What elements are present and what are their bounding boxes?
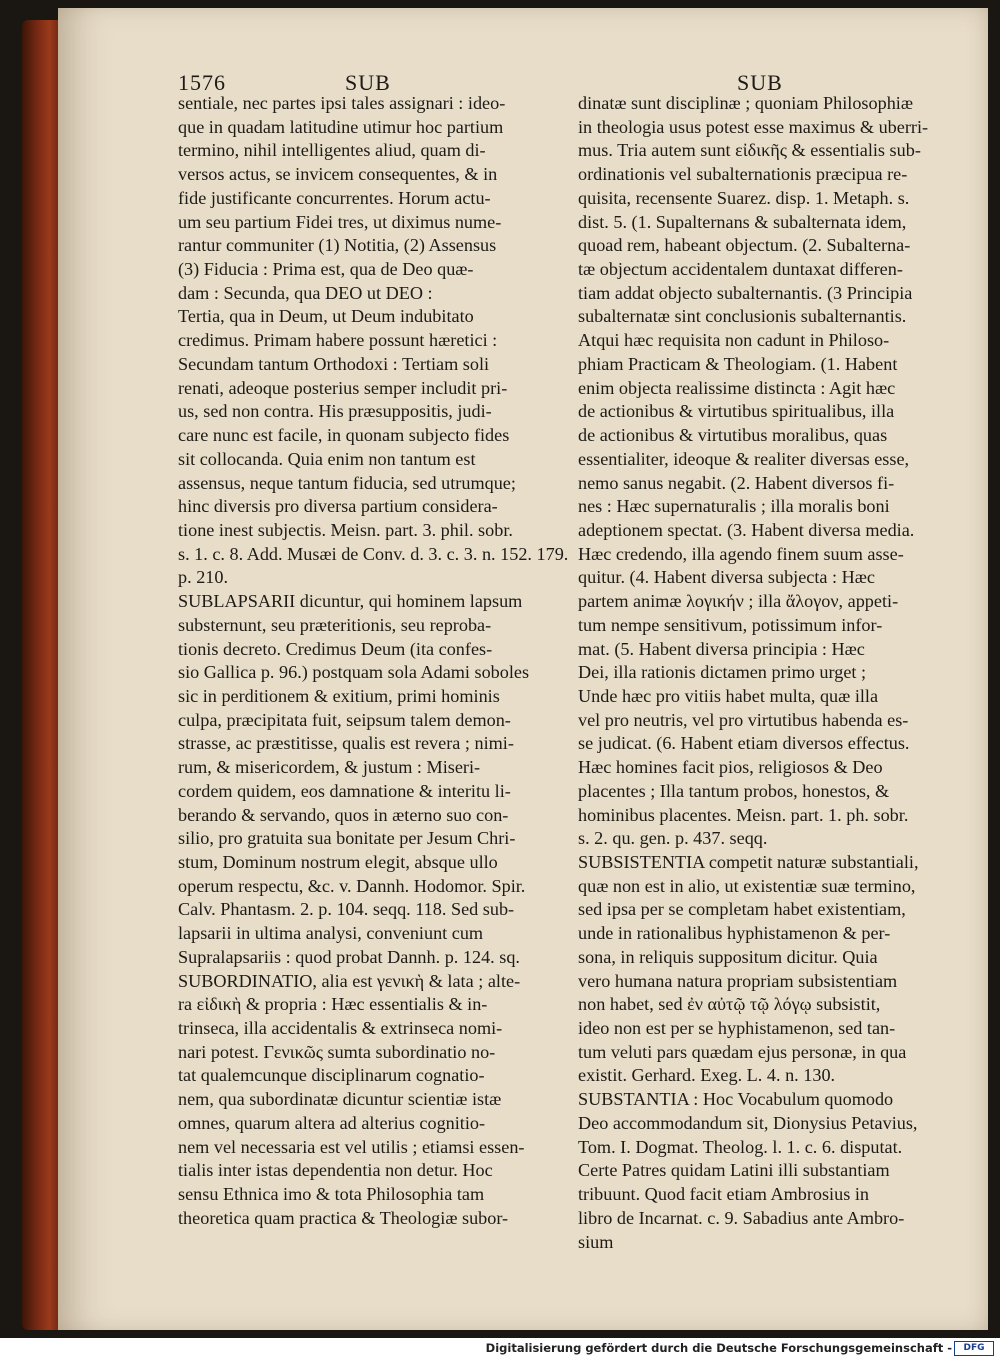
text-line: cordem quidem, eos damnatione & interitu li- xyxy=(178,780,511,801)
text-line: Certe Patres quidam Latini illi substantiam xyxy=(578,1160,890,1181)
text-line: nem vel necessaria est vel utilis ; etiamsi essen- xyxy=(178,1136,525,1157)
text-line: sed ipsa per se completam habet existentiam, xyxy=(578,899,906,920)
text-line: nari potest. Γενικῶς sumta subordinatio no- xyxy=(178,1041,496,1062)
text-line: sensu Ethnica imo & tota Philosophia tam xyxy=(178,1184,485,1205)
text-line: assensus, neque tantum fiducia, sed utrumque; xyxy=(178,472,516,493)
text-line: SUBLAPSARII dicuntur, qui hominem lapsum xyxy=(178,591,523,612)
text-line: tat qualemcunque disciplinarum cognatio- xyxy=(178,1065,485,1086)
text-line: culpa, præcipitata fuit, seipsum talem demon- xyxy=(178,709,511,730)
text-line: se judicat. (6. Habent etiam diversos effectus. xyxy=(578,733,910,754)
text-line: credimus. Primam habere possunt hæretici : xyxy=(178,330,498,351)
text-line: enim objecta realissime distincta : Agit hæc xyxy=(578,377,896,398)
text-line: ordinationis vel subalternationis præcipua re- xyxy=(578,164,908,185)
text-line: essentialiter, ideoque & realiter diversas esse, xyxy=(578,448,910,469)
text-line: SUBORDINATIO, alia est γενικὴ & lata ; alte- xyxy=(178,970,521,991)
text-line: phiam Practicam & Theologiam. (1. Habent xyxy=(578,353,898,374)
text-line: us, sed non contra. His præsuppositis, judi- xyxy=(178,401,492,422)
text-line: p. 210. xyxy=(178,567,229,588)
text-line: ideo non est per se hyphistamenon, sed tan- xyxy=(578,1018,896,1039)
text-line: tribuunt. Quod facit etiam Ambrosius in xyxy=(578,1184,869,1205)
text-line: tæ objectum accidentalem duntaxat differen- xyxy=(578,259,903,280)
text-line: sentiale, nec partes ipsi tales assignari : ideo- xyxy=(178,93,506,113)
text-line: nem, qua subordinatæ dicuntur scientiæ istæ xyxy=(178,1089,502,1110)
text-line: quitur. (4. Habent diversa subjecta : Hæc xyxy=(578,567,875,588)
left-text-column xyxy=(178,92,570,1231)
text-line: existit. Gerhard. Exeg. L. 4. n. 130. xyxy=(578,1065,836,1086)
text-line: ra εἰδικὴ & propria : Hæc essentialis & in- xyxy=(178,994,488,1015)
right-running-head: SUB xyxy=(737,70,783,95)
text-line: mat. (5. Habent diversa principia : Hæc xyxy=(578,638,865,659)
text-line: s. 1. c. 8. Add. Musæi de Conv. d. 3. c. 3. n. 152. 179. xyxy=(178,543,569,564)
text-line: subalternatæ sint conclusionis subalternantis. xyxy=(578,306,907,327)
text-line: tum nempe sensitivum, potissimum infor- xyxy=(578,614,883,635)
text-line: quisita, recensente Suarez. disp. 1. Metaph. s. xyxy=(578,187,910,208)
text-line: termino, nihil intelligentes aliud, quam di- xyxy=(178,140,486,161)
text-line: care nunc est facile, in quonam subjecto fides xyxy=(178,425,510,446)
text-line: substernunt, seu præteritionis, seu reproba- xyxy=(178,614,492,635)
text-line: quoad rem, habeant objectum. (2. Subalterna- xyxy=(578,235,911,256)
text-line: sona, in reliquis suppositum dicitur. Quia xyxy=(578,946,878,967)
text-line: um seu partium Fidei tres, ut diximus nume- xyxy=(178,211,502,232)
text-line: dist. 5. (1. Supalternans & subalternata idem, xyxy=(578,211,907,232)
text-line: non habet, sed ἐν αὐτῷ τῷ λόγῳ subsistit, xyxy=(578,994,881,1015)
text-line: fide justificante concurrentes. Horum actu- xyxy=(178,187,491,208)
right-text-column xyxy=(578,92,978,1254)
text-line: Atqui hæc requisita non cadunt in Philoso- xyxy=(578,330,890,351)
text-line: operum respectu, &c. v. Dannh. Hodomor. Spir. xyxy=(178,875,526,896)
text-line: Unde hæc pro vitiis habet multa, quæ illa xyxy=(578,685,879,706)
text-line: vel pro neutris, vel pro virtutibus habenda es- xyxy=(578,709,909,730)
text-line: rantur communiter (1) Notitia, (2) Assensus xyxy=(178,235,497,256)
dfg-logo-icon: DFG xyxy=(954,1341,994,1356)
text-line: sium xyxy=(578,1231,614,1252)
text-line: sic in perditionem & exitium, primi hominis xyxy=(178,685,500,706)
text-line: dinatæ sunt disciplinæ ; quoniam Philosophiæ xyxy=(578,93,913,113)
text-line: hinc diversis pro diversa partium considera- xyxy=(178,496,498,517)
text-line: Hæc credendo, illa agendo finem suum asse- xyxy=(578,543,904,564)
text-line: nemo sanus negabit. (2. Habent diversos fi- xyxy=(578,472,895,493)
text-line: renati, adeoque posterius semper includit pri- xyxy=(178,377,508,398)
text-line: Tertia, qua in Deum, ut Deum indubitato xyxy=(178,306,474,327)
text-line: tiam addat objecto subalternantis. (3 Principia xyxy=(578,282,913,303)
text-line: SUBSTANTIA : Hoc Vocabulum quomodo xyxy=(578,1089,894,1110)
text-line: quæ non est in alio, ut existentiæ suæ termino, xyxy=(578,875,916,896)
text-line: versos actus, se invicem consequentes, & in xyxy=(178,164,498,185)
text-line: theoretica quam practica & Theologiæ subor- xyxy=(178,1207,509,1228)
text-line: Tom. I. Dogmat. Theolog. l. 1. c. 6. disputat. xyxy=(578,1136,903,1157)
text-line: tionis decreto. Credimus Deum (ita confes- xyxy=(178,638,493,659)
text-line: de actionibus & virtutibus moralibus, quas xyxy=(578,425,888,446)
text-line: vero humana natura propriam subsistentiam xyxy=(578,970,898,991)
left-running-head: SUB xyxy=(345,70,391,95)
funding-notice: Digitalisierung gefördert durch die Deutsche Forschungsgemeinschaft - xyxy=(485,1341,952,1355)
text-line: stum, Dominum nostrum elegit, absque ullo xyxy=(178,852,498,872)
text-line: nes : Hæc supernaturalis ; illa moralis boni xyxy=(578,496,890,517)
text-line: partem animæ λογικήν ; illa ἄλογον, appeti- xyxy=(578,591,899,612)
text-line: silio, pro gratuita sua bonitate per Jesum Chri- xyxy=(178,828,516,849)
text-line: dam : Secunda, qua DEO ut DEO : xyxy=(178,282,433,303)
page-number: 1576 xyxy=(178,70,226,95)
text-line: sio Gallica p. 96.) postquam sola Adami soboles xyxy=(178,662,530,683)
text-line: Hæc homines facit pios, religiosos & Deo xyxy=(578,757,883,778)
text-line: unde in rationalibus hyphistamenon & per- xyxy=(578,923,891,944)
text-line: tialis inter istas dependentia non detur. Hoc xyxy=(178,1160,493,1181)
text-line: de actionibus & virtutibus spiritualibus, illa xyxy=(578,401,895,422)
text-line: s. 2. qu. gen. p. 437. seqq. xyxy=(578,828,768,849)
text-line: Dei, illa rationis dictamen primo urget ; xyxy=(578,662,867,683)
funding-bar xyxy=(0,1338,1000,1358)
text-line: tum veluti pars quædam ejus personæ, in qua xyxy=(578,1041,907,1062)
text-line: Calv. Phantasm. 2. p. 104. seqq. 118. Sed sub- xyxy=(178,899,515,920)
text-line: Deo accommodandum sit, Dionysius Petavius, xyxy=(578,1112,918,1133)
text-line: berando & servando, quos in æterno suo con- xyxy=(178,804,509,825)
text-line: libro de Incarnat. c. 9. Sabadius ante Ambro- xyxy=(578,1207,905,1228)
text-line: rum, & misericordem, & justum : Miseri- xyxy=(178,757,481,778)
text-line: hominibus placentes. Meisn. part. 1. ph. sobr. xyxy=(578,804,909,825)
text-line: que in quadam latitudine utimur hoc partium xyxy=(178,116,504,137)
text-line: omnes, quarum altera ad alterius cognitio- xyxy=(178,1112,486,1133)
text-line: placentes ; Illa tantum probos, honestos, & xyxy=(578,780,890,801)
text-line: SUBSISTENTIA competit naturæ substantiali, xyxy=(578,852,919,872)
text-line: trinseca, illa accidentalis & extrinseca nomi- xyxy=(178,1018,503,1039)
text-line: adeptionem spectat. (3. Habent diversa media. xyxy=(578,519,915,540)
text-line: sit collocanda. Quia enim non tantum est xyxy=(178,448,476,469)
text-line: tione inest subjectis. Meisn. part. 3. phil. sobr. xyxy=(178,519,513,540)
text-line: (3) Fiducia : Prima est, qua de Deo quæ- xyxy=(178,259,474,280)
text-line: Supralapsariis : quod probat Dannh. p. 124. sq. xyxy=(178,946,520,967)
text-line: Secundam tantum Orthodoxi : Tertiam soli xyxy=(178,353,490,374)
text-line: lapsarii in ultima analysi, conveniunt cum xyxy=(178,923,484,944)
text-line: in theologia usus potest esse maximus & uberri- xyxy=(578,116,929,137)
text-line: mus. Tria autem sunt εἰδικῆς & essentialis sub- xyxy=(578,140,921,161)
text-line: strasse, ac præstitisse, qualis est revera ; nimi- xyxy=(178,733,514,754)
